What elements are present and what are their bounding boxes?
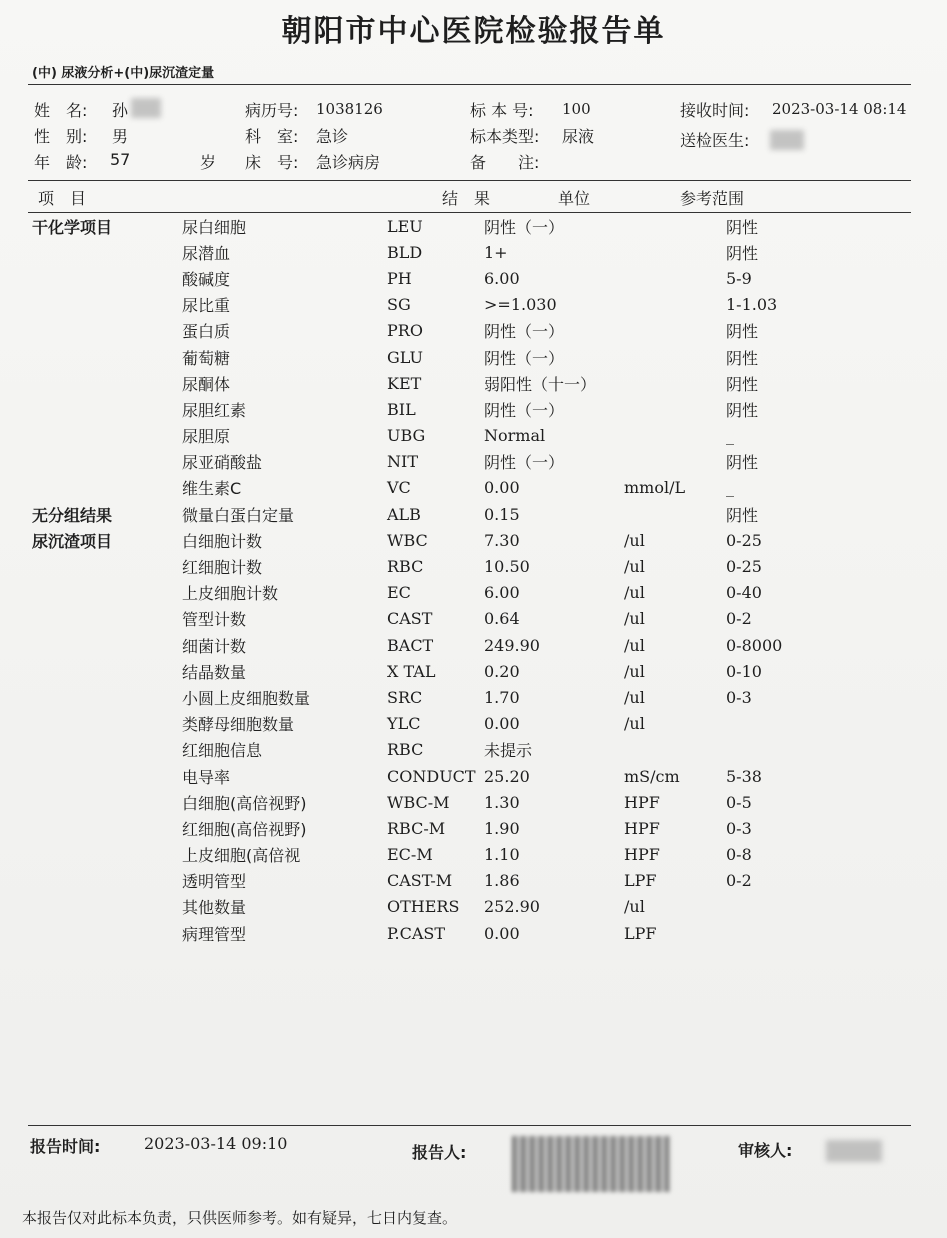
row-group (0, 789, 182, 815)
row-group (0, 553, 182, 579)
record-value: 1038126 (316, 100, 383, 118)
table-row (0, 265, 906, 291)
row-code: YLC (387, 714, 421, 734)
row-unit: /ul (624, 661, 645, 681)
row-code: LEU (387, 216, 423, 236)
table-row (0, 868, 906, 894)
row-code: BIL (387, 399, 416, 419)
table-row (0, 684, 906, 710)
row-result: 未提示 (484, 741, 533, 761)
row-reference: _ (726, 426, 734, 446)
row-group (0, 711, 182, 737)
row-unit: /ul (624, 530, 645, 550)
row-group (0, 449, 182, 475)
record-label: 病历号: (245, 101, 299, 120)
row-item-name: 小圆上皮细胞数量 (182, 688, 311, 708)
row-result: 阴性（一） (484, 453, 565, 473)
row-unit (624, 396, 726, 422)
row-unit: LPF (624, 871, 657, 891)
col-header-result: 结 果 (442, 189, 491, 208)
age-label: 年 龄: (34, 153, 88, 172)
row-reference: 1-1.03 (726, 295, 778, 315)
row-item-name: 电导率 (182, 767, 231, 787)
row-code: EC-M (387, 845, 433, 865)
row-item-name: 上皮细胞计数 (182, 584, 279, 604)
divider (28, 180, 911, 181)
bed-value: 急诊病房 (316, 153, 381, 172)
col-header-reference: 参考范围 (680, 189, 745, 208)
row-result: 249.90 (484, 635, 540, 655)
row-unit (624, 265, 726, 291)
report-subtitle: (中) 尿液分析+(中)尿沉渣定量 (32, 66, 215, 81)
row-result: 6.00 (484, 268, 520, 288)
row-code: WBC-M (387, 792, 450, 812)
row-item-name: 类酵母细胞数量 (182, 715, 295, 735)
row-unit: /ul (624, 557, 645, 577)
row-unit: HPF (624, 818, 660, 838)
row-group: 尿沉渣项目 (32, 531, 113, 551)
row-reference (726, 711, 906, 737)
row-group (0, 396, 182, 422)
row-group (0, 632, 182, 658)
table-row (0, 449, 906, 475)
row-code: PRO (387, 321, 423, 341)
row-reference (726, 894, 906, 920)
row-item-name: 尿胆红素 (182, 400, 247, 420)
row-code: P.CAST (387, 923, 446, 943)
row-item-name: 尿酮体 (182, 374, 231, 394)
row-item-name: 其他数量 (182, 898, 247, 918)
row-group (0, 239, 182, 265)
specimen-type-value: 尿液 (562, 127, 595, 146)
table-row (0, 815, 906, 841)
row-code: OTHERS (387, 897, 460, 917)
row-code: GLU (387, 347, 424, 367)
row-code: PH (387, 268, 412, 288)
row-reference (726, 920, 906, 946)
row-result: 1.30 (484, 792, 520, 812)
row-reference: 0-3 (726, 687, 752, 707)
row-group (0, 423, 182, 449)
row-reference: 5-9 (726, 268, 752, 288)
row-reference: 阴性 (726, 505, 759, 525)
row-unit: LPF (624, 923, 657, 943)
row-unit: /ul (624, 687, 645, 707)
table-row (0, 553, 906, 579)
sex-label: 性 别: (34, 127, 88, 146)
row-result: 阴性（一） (484, 400, 565, 420)
row-code: RBC (387, 557, 424, 577)
reviewer-label: 审核人: (738, 1141, 793, 1160)
row-code: ALB (387, 504, 421, 524)
row-reference (726, 737, 906, 763)
row-item-name: 蛋白质 (182, 322, 231, 342)
sex-value: 男 (112, 127, 129, 146)
row-result: 阴性（一） (484, 217, 565, 237)
row-result: 0.00 (484, 478, 520, 498)
row-item-name: 葡萄糖 (182, 348, 231, 368)
row-result: 0.20 (484, 661, 520, 681)
row-reference: 阴性 (726, 217, 759, 237)
row-code: NIT (387, 452, 418, 472)
table-row (0, 501, 906, 527)
table-row (0, 344, 906, 370)
row-unit: /ul (624, 583, 645, 603)
row-result: 252.90 (484, 897, 540, 917)
row-group (0, 920, 182, 946)
row-unit: HPF (624, 845, 660, 865)
row-group (0, 580, 182, 606)
row-result: 阴性（一） (484, 322, 565, 342)
remark-label: 备 注: (470, 153, 540, 172)
table-row (0, 763, 906, 789)
row-reference: 阴性 (726, 453, 759, 473)
row-group (0, 370, 182, 396)
doctor-label: 送检医生: (680, 131, 750, 150)
row-code: SRC (387, 687, 423, 707)
results-table (0, 213, 906, 946)
row-unit (624, 501, 726, 527)
received-value: 2023-03-14 08:14 (772, 100, 907, 118)
table-row (0, 527, 906, 553)
row-item-name: 尿白细胞 (182, 217, 247, 237)
row-code: CAST (387, 609, 433, 629)
row-item-name: 管型计数 (182, 610, 247, 630)
report-time-value: 2023-03-14 09:10 (144, 1134, 288, 1153)
row-item-name: 尿胆原 (182, 427, 231, 447)
row-reference: 0-8 (726, 845, 752, 865)
row-unit (624, 213, 726, 239)
row-group (0, 658, 182, 684)
row-group (0, 763, 182, 789)
divider (28, 84, 911, 85)
row-reference: 0-2 (726, 609, 752, 629)
row-code: RBC-M (387, 818, 446, 838)
row-code: X TAL (387, 661, 436, 681)
row-result: 1.70 (484, 687, 520, 707)
row-reference: 0-25 (726, 557, 762, 577)
table-row (0, 370, 906, 396)
row-result: 0.15 (484, 504, 520, 524)
row-unit: mmol/L (624, 478, 686, 498)
redacted-doctor (770, 130, 804, 150)
table-row (0, 658, 906, 684)
report-title: 朝阳市中心医院检验报告单 (281, 14, 666, 49)
table-row (0, 842, 906, 868)
row-group (0, 265, 182, 291)
redacted-name (131, 98, 161, 118)
row-code: CONDUCT (387, 766, 476, 786)
table-row (0, 711, 906, 737)
row-reference: 0-10 (726, 661, 762, 681)
row-item-name: 红细胞(高倍视野) (182, 819, 307, 839)
row-group (0, 344, 182, 370)
row-reference: 阴性 (726, 400, 759, 420)
row-item-name: 白细胞(高倍视野) (182, 793, 307, 813)
table-row (0, 292, 906, 318)
row-result: Normal (484, 426, 546, 446)
row-code: VC (387, 478, 411, 498)
row-item-name: 红细胞计数 (182, 558, 263, 578)
row-code: BLD (387, 242, 423, 262)
name-value: 孙 (112, 101, 129, 120)
table-row (0, 475, 906, 501)
row-item-name: 结晶数量 (182, 662, 247, 682)
row-item-name: 白细胞计数 (182, 531, 263, 551)
row-group (0, 318, 182, 344)
bed-label: 床 号: (245, 153, 299, 172)
name-label: 姓 名: (34, 101, 88, 120)
row-result: 10.50 (484, 557, 530, 577)
row-result: 6.00 (484, 583, 520, 603)
table-row (0, 239, 906, 265)
row-group (0, 815, 182, 841)
row-reference: 阴性 (726, 322, 759, 342)
row-code: BACT (387, 635, 434, 655)
row-result: 1.10 (484, 845, 520, 865)
row-item-name: 病理管型 (182, 924, 247, 944)
row-group (0, 842, 182, 868)
specimen-no-label: 标 本 号: (470, 101, 534, 120)
row-unit (624, 737, 726, 763)
row-unit: HPF (624, 792, 660, 812)
row-group: 无分组结果 (32, 505, 113, 525)
row-group (0, 292, 182, 318)
row-result: 0.00 (484, 714, 520, 734)
age-unit: 岁 (200, 153, 217, 172)
row-result: 0.64 (484, 609, 520, 629)
table-row (0, 632, 906, 658)
row-group (0, 737, 182, 763)
row-group: 干化学项目 (32, 217, 113, 237)
row-item-name: 尿亚硝酸盐 (182, 453, 263, 473)
row-unit (624, 239, 726, 265)
row-unit (624, 423, 726, 449)
reporter-signature (512, 1136, 670, 1192)
row-group (0, 684, 182, 710)
row-result: 1.86 (484, 871, 520, 891)
row-item-name: 微量白蛋白定量 (182, 505, 295, 525)
row-reference: 阴性 (726, 348, 759, 368)
row-item-name: 细菌计数 (182, 636, 247, 656)
row-reference: 阴性 (726, 243, 759, 263)
table-row (0, 606, 906, 632)
table-row (0, 894, 906, 920)
redacted-reviewer (826, 1140, 882, 1162)
row-result: 1+ (484, 242, 508, 262)
row-result: >=1.030 (484, 295, 557, 315)
row-reference: 0-40 (726, 583, 762, 603)
table-row (0, 789, 906, 815)
row-reference: _ (726, 478, 734, 498)
row-item-name: 维生素C (182, 479, 242, 499)
row-unit (624, 318, 726, 344)
row-unit: /ul (624, 714, 645, 734)
row-reference: 5-38 (726, 766, 762, 786)
table-row (0, 920, 906, 946)
dept-label: 科 室: (245, 127, 299, 146)
specimen-no-value: 100 (562, 100, 591, 118)
row-group (0, 894, 182, 920)
table-row (0, 423, 906, 449)
dept-value: 急诊 (316, 127, 349, 146)
row-item-name: 尿比重 (182, 296, 231, 316)
row-group (0, 475, 182, 501)
table-row (0, 396, 906, 422)
row-reference: 0-8000 (726, 635, 783, 655)
received-label: 接收时间: (680, 101, 750, 120)
row-code: UBG (387, 426, 426, 446)
row-code: RBC (387, 740, 424, 760)
row-reference: 0-2 (726, 871, 752, 891)
row-unit: /ul (624, 635, 645, 655)
age-value: 57 (110, 150, 131, 169)
reporter-label: 报告人: (412, 1143, 467, 1162)
row-code: EC (387, 583, 411, 603)
table-row (0, 737, 906, 763)
row-result: 0.00 (484, 923, 520, 943)
row-item-name: 上皮细胞(高倍视 (182, 846, 301, 866)
row-unit: /ul (624, 609, 645, 629)
row-result: 阴性（一） (484, 348, 565, 368)
row-code: KET (387, 373, 422, 393)
col-header-item: 项 目 (38, 189, 87, 208)
row-unit: mS/cm (624, 766, 680, 786)
row-group (0, 606, 182, 632)
row-code: SG (387, 295, 411, 315)
row-reference: 0-25 (726, 530, 762, 550)
row-unit (624, 449, 726, 475)
row-result: 25.20 (484, 766, 530, 786)
row-code: CAST-M (387, 871, 453, 891)
row-reference: 0-5 (726, 792, 752, 812)
table-row (0, 580, 906, 606)
disclaimer-note: 本报告仅对此标本负责，只供医师参考。如有疑异，七日内复查。 (22, 1209, 458, 1227)
row-result: 弱阳性（十一） (484, 374, 597, 394)
row-unit (624, 292, 726, 318)
table-row (0, 318, 906, 344)
row-code: WBC (387, 530, 428, 550)
row-unit (624, 370, 726, 396)
row-group (0, 868, 182, 894)
row-item-name: 红细胞信息 (182, 741, 263, 761)
row-item-name: 尿潜血 (182, 243, 231, 263)
row-item-name: 酸碱度 (182, 269, 231, 289)
table-row (0, 213, 906, 239)
col-header-unit: 单位 (558, 189, 591, 208)
row-reference: 0-3 (726, 818, 752, 838)
divider (28, 1125, 911, 1126)
row-result: 7.30 (484, 530, 520, 550)
row-result: 1.90 (484, 818, 520, 838)
row-reference: 阴性 (726, 374, 759, 394)
specimen-type-label: 标本类型: (470, 127, 540, 146)
row-unit: /ul (624, 897, 645, 917)
row-item-name: 透明管型 (182, 872, 247, 892)
report-time-label: 报告时间: (30, 1137, 101, 1156)
row-unit (624, 344, 726, 370)
